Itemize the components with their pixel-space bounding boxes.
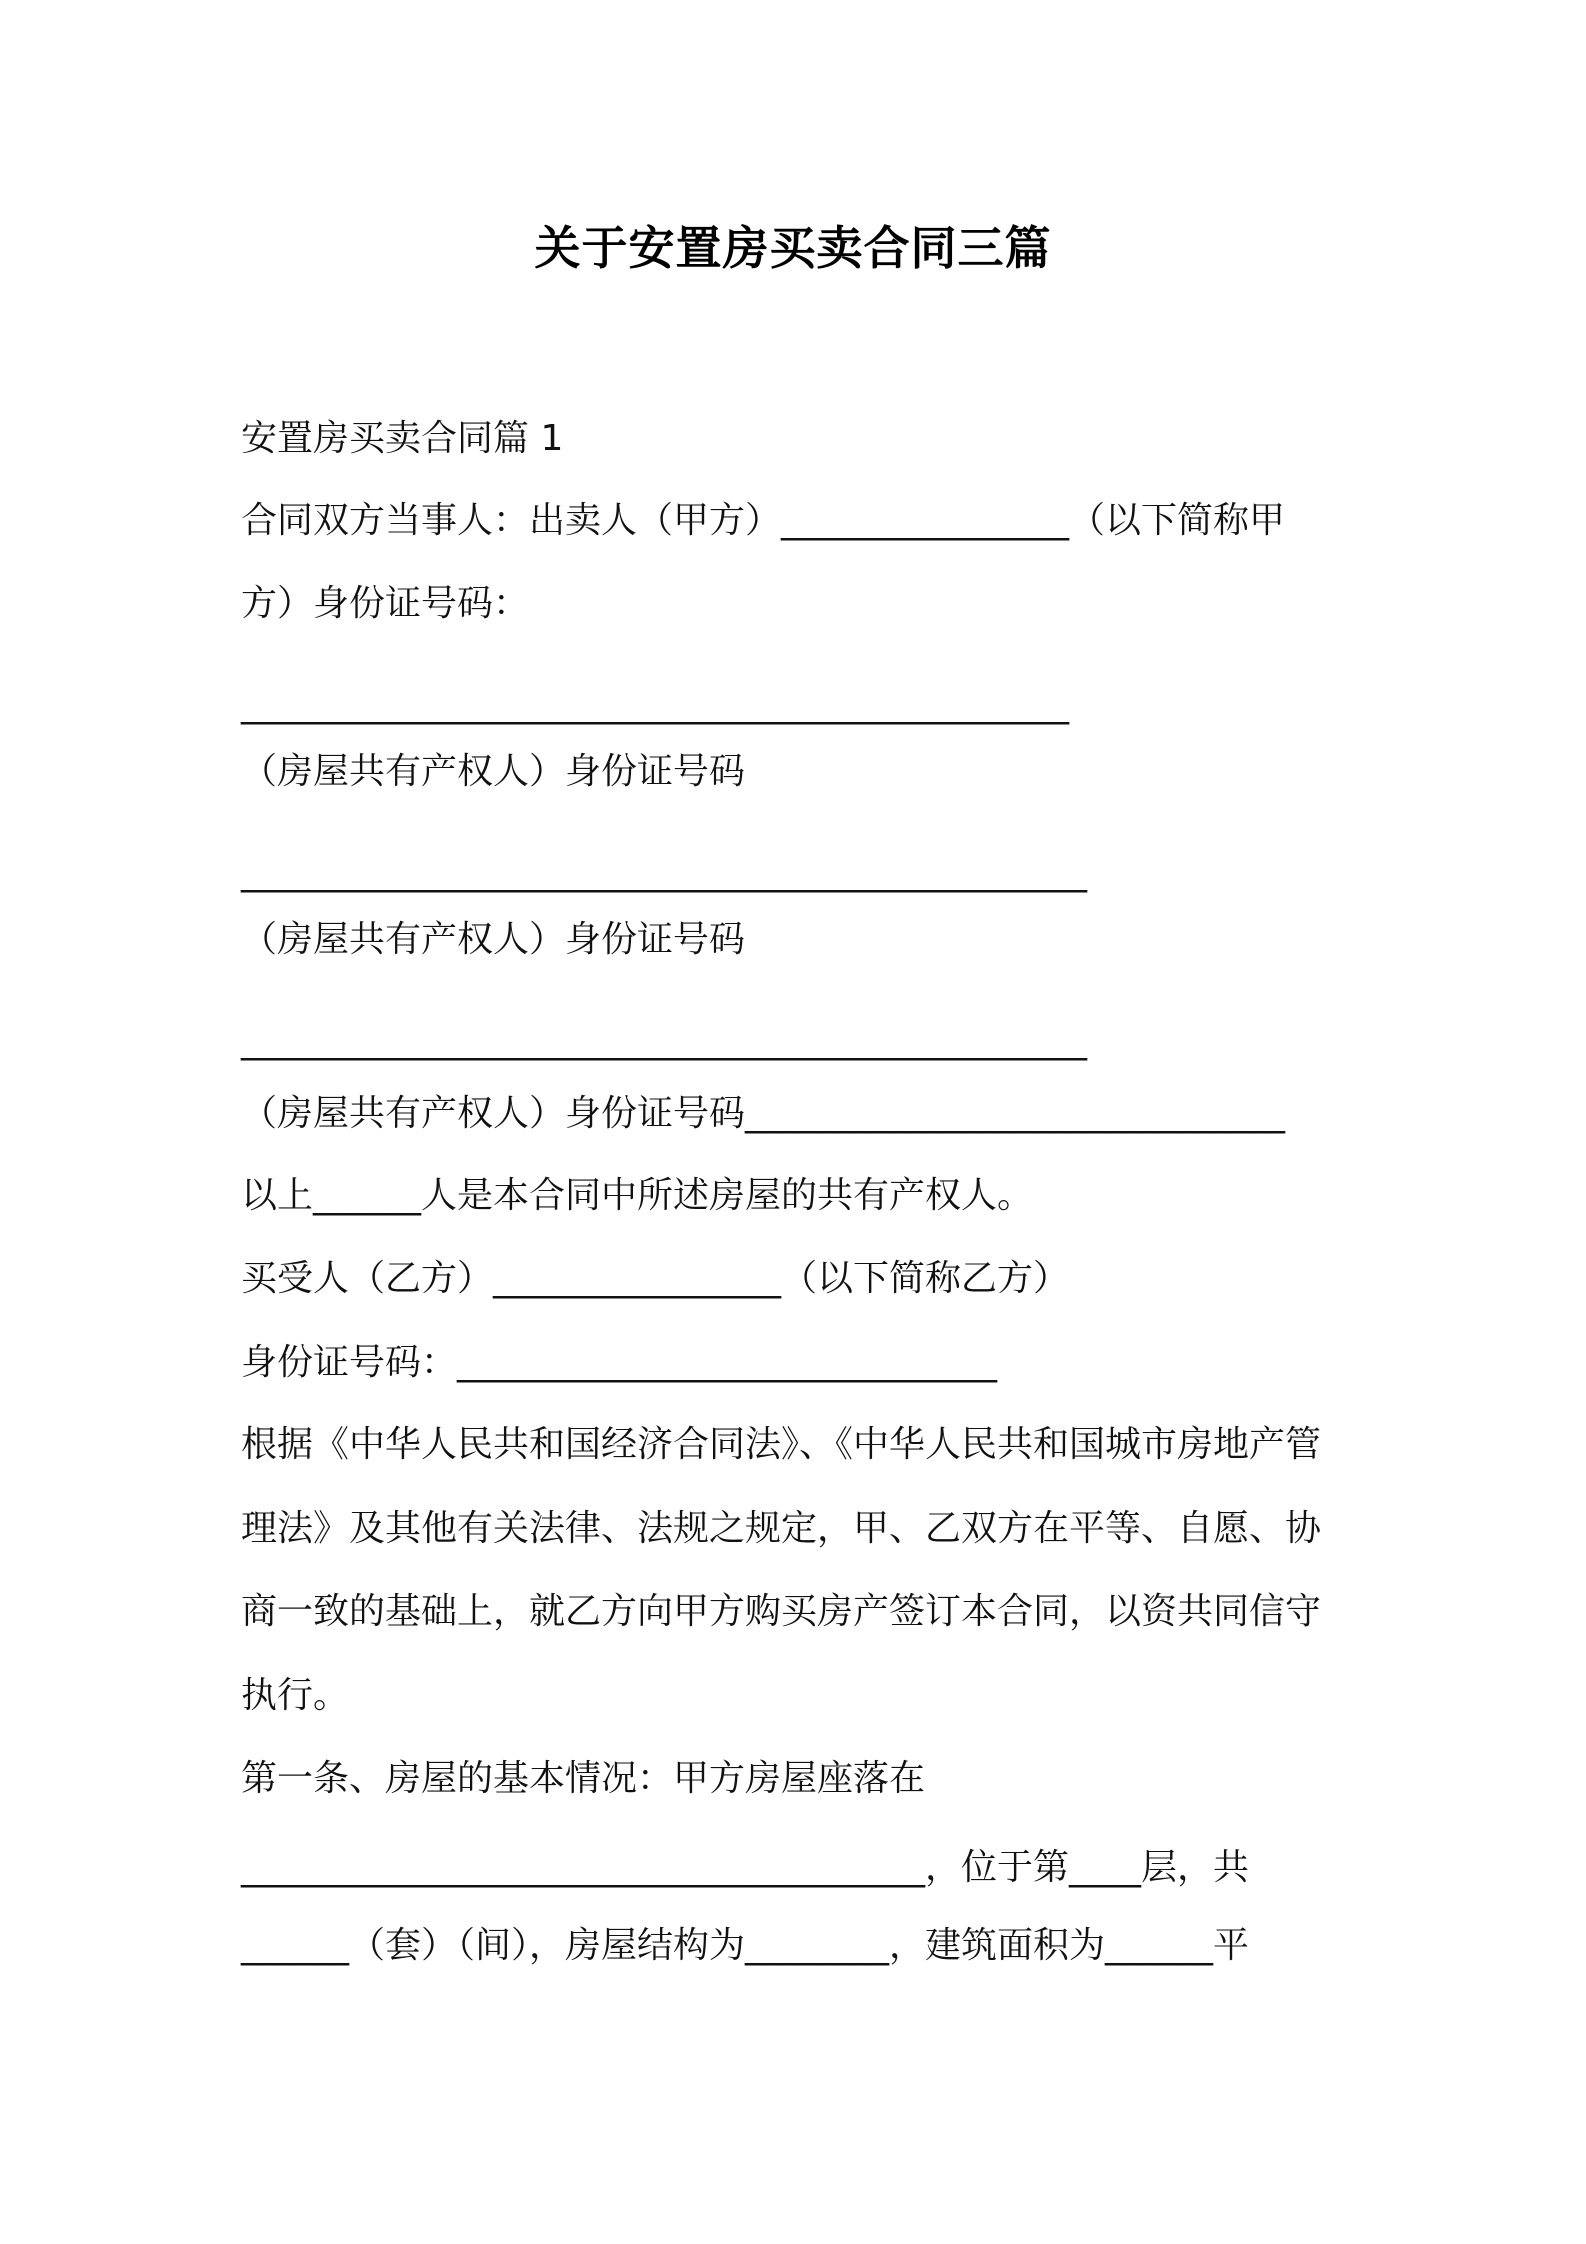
paragraph-line: （房屋共有产权人）身份证号码 — [241, 751, 746, 792]
section-heading: 安置房买卖合同篇 1 — [241, 418, 564, 459]
paragraph-line: 理法》及其他有关法律、法规之规定，甲、乙双方在平等、自愿、协 — [241, 1508, 1322, 1549]
paragraph-line: （房屋共有产权人）身份证号码______________________________ — [241, 1093, 1286, 1134]
paragraph-line: 合同双方当事人：出卖人（甲方）________________（以下简称甲 — [241, 500, 1286, 541]
paragraph-line: （房屋共有产权人）身份证号码 — [241, 919, 746, 960]
paragraph-line: 执行。 — [241, 1675, 350, 1716]
blank-fill-line: ______________________________________________ — [241, 684, 1069, 725]
paragraph-line: 第一条、房屋的基本情况：甲方房屋座落在 — [241, 1758, 926, 1799]
blank-fill-line: _______________________________________________ — [241, 852, 1087, 893]
document-title: 关于安置房买卖合同三篇 — [534, 221, 1052, 275]
paragraph-line: ______________________________________，位于第____层，共 — [241, 1847, 1250, 1888]
paragraph-line: 买受人（乙方）________________（以下简称乙方） — [241, 1258, 1070, 1299]
paragraph-line: 商一致的基础上，就乙方向甲方购买房产签订本合同，以资共同信守 — [241, 1591, 1322, 1632]
paragraph-line: 方）身份证号码： — [241, 583, 530, 624]
paragraph-line: 以上______人是本合同中所述房屋的共有产权人。 — [241, 1175, 1034, 1216]
blank-fill-line: _______________________________________________ — [241, 1020, 1087, 1061]
paragraph-line: 根据《中华人民共和国经济合同法》、《中华人民共和国城市房地产管 — [241, 1424, 1322, 1465]
paragraph-line: ______（套）（间），房屋结构为________，建筑面积为______平 — [241, 1925, 1250, 1966]
paragraph-line: 身份证号码：______________________________ — [241, 1342, 998, 1383]
